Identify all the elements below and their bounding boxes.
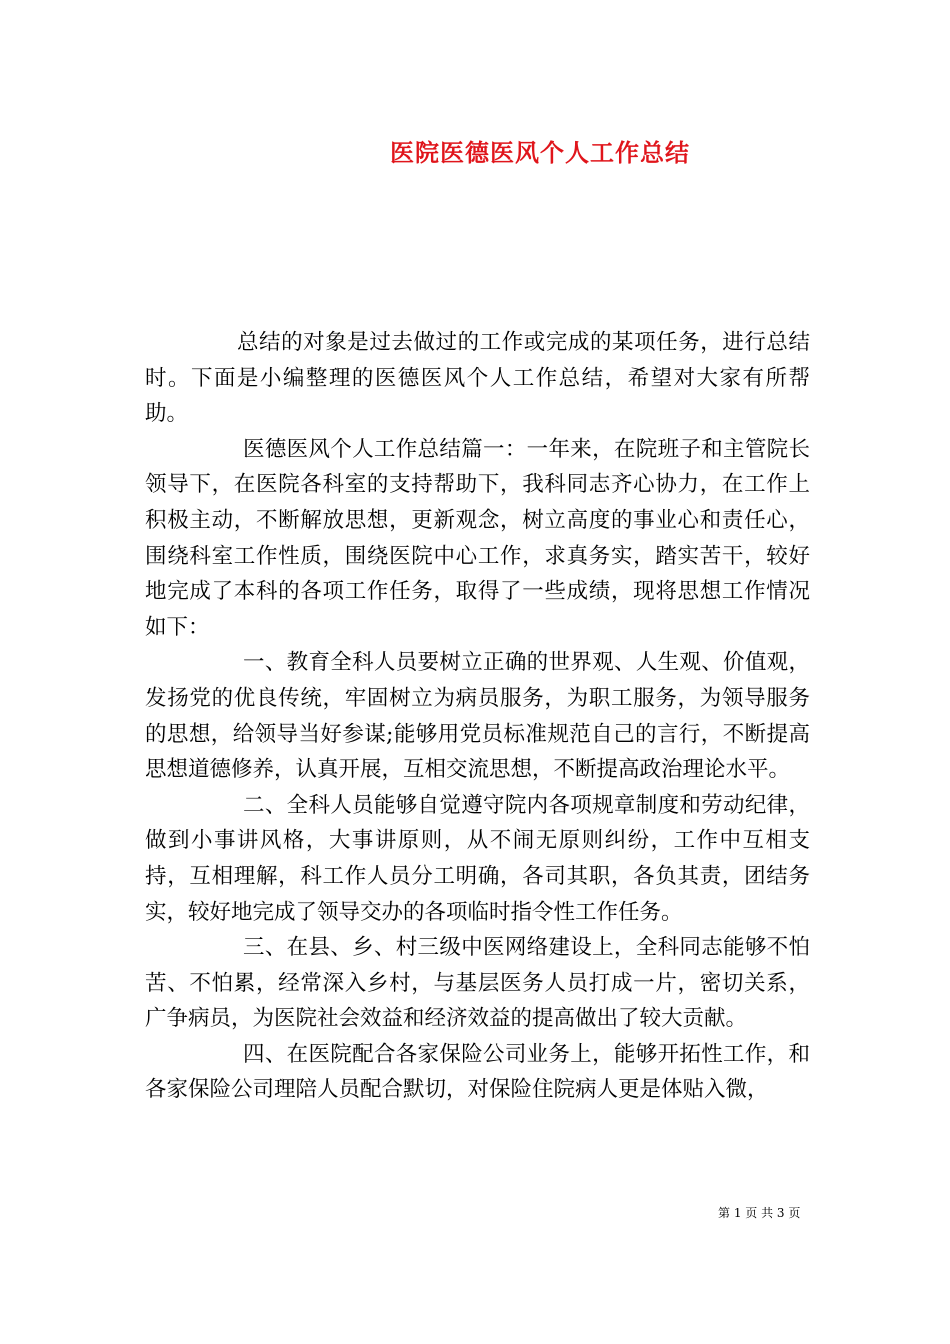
paragraph-intro: 总结的对象是过去做过的工作或完成的某项任务，进行总结时。下面是小编整理的医德医风个人工作总结，希望对大家有所帮助。 xyxy=(145,330,810,427)
paragraph-item-1: 一、教育全科人员要树立正确的世界观、人生观、价值观，发扬党的优良传统，牢固树立为病员服务，为职工服务，为领导服务的思想，给领导当好参谋;能够用党员标准规范自己的言行，不断提高思想道德修养，认真开展，互相交流思想，不断提高政治理论水平。 xyxy=(145,650,810,783)
document-body xyxy=(145,325,810,1108)
paragraph-item-4: 四、在医院配合各家保险公司业务上，能够开拓性工作，和各家保险公司理陪人员配合默切，对保险住院病人更是体贴入微， xyxy=(145,1041,810,1103)
document-title: 医院医德医风个人工作总结 xyxy=(390,139,690,167)
paragraph-item-3: 三、在县、乡、村三级中医网络建设上，全科同志能够不怕苦、不怕累，经常深入乡村，与基层医务人员打成一片，密切关系，广争病员，为医院社会效益和经济效益的提高做出了较大贡献。 xyxy=(145,935,810,1032)
page-footer: 第 1 页 共 3 页 xyxy=(718,1206,801,1220)
paragraph-item-2: 二、全科人员能够自觉遵守院内各项规章制度和劳动纪律，做到小事讲风格，大事讲原则，从不闹无原则纠纷，工作中互相支持，互相理解，科工作人员分工明确，各司其职，各负其责，团结务实，较好地完成了领导交办的各项临时指令性工作任务。 xyxy=(145,792,810,925)
paragraph-part-one: 医德医风个人工作总结篇一：一年来，在院班子和主管院长领导下，在医院各科室的支持帮助下，我科同志齐心协力，在工作上积极主动，不断解放思想，更新观念，树立高度的事业心和责任心，围绕科室工作性质，围绕医院中心工作，求真务实，踏实苦干，较好地完成了本科的各项工作任务，取得了一些成绩，现将思想工作情况如下： xyxy=(145,436,810,640)
